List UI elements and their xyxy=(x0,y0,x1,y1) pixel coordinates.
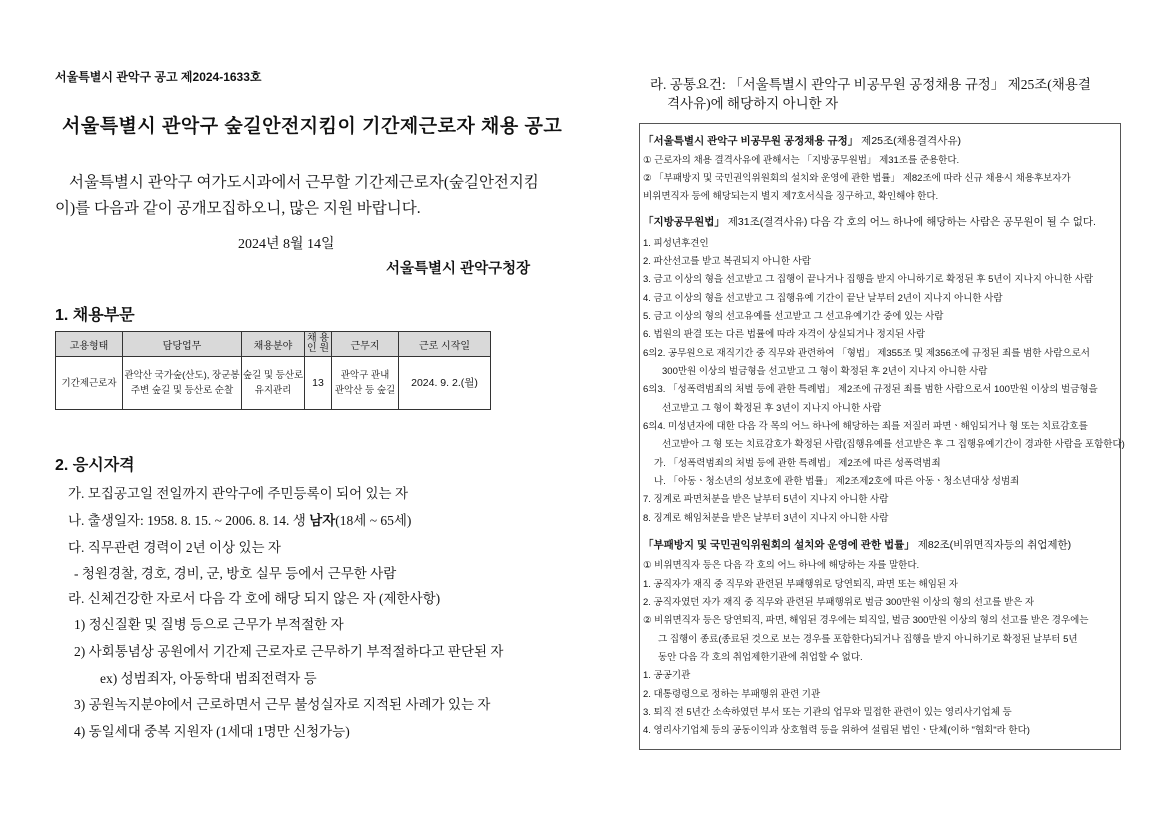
qual-item-ra: 라. 신체건강한 자로서 다음 각 호에 해당 되지 않은 자 (제한사항) xyxy=(68,591,441,606)
box-line: 그 집행이 종료(종료된 것으로 보는 경우를 포함한다)되거나 집행을 받지 아니하기로 확정된 날부터 5년 xyxy=(658,634,1078,645)
table-row xyxy=(56,357,491,410)
notice-number: 서울특별시 관악구 공고 제2024-1633호 xyxy=(55,70,262,84)
cell-place xyxy=(332,357,399,410)
box-line: 2. 파산선고를 받고 복권되지 아니한 사람 xyxy=(643,256,811,267)
common-requirement xyxy=(650,75,1091,113)
page-title: 서울특별시 관악구 숲길안전지킴이 기간제근로자 채용 공고 xyxy=(62,116,563,137)
notice-date: 2024년 8월 14일 xyxy=(238,237,335,252)
cell-place-line1: 관악구 관내 xyxy=(340,370,390,381)
box-heading-3 xyxy=(643,537,1071,552)
box-heading-3-article: 제82조(비위면직자등의 취업제한) xyxy=(917,539,1072,551)
box-line: 동안 다음 각 호의 취업제한기관에 취업할 수 없다. xyxy=(658,652,863,663)
qual-restriction-4: 4) 동일세대 중복 지원자 (1세대 1명만 신청가능) xyxy=(74,724,350,739)
qual-birth-range: 나. 출생일자: 1958. 8. 15. ~ 2006. 8. 14. 생 xyxy=(68,513,310,528)
table-header-row xyxy=(56,332,491,357)
box-line: 4. 금고 이상의 형을 선고받고 그 집행유예 기간이 끝난 날부터 2년이 지나지 아니한 사람 xyxy=(643,293,1003,304)
box-line: 3. 퇴직 전 5년간 소속하였던 부서 또는 기관의 업무와 밀접한 관련이 있는 영리사기업체 등 xyxy=(643,707,1012,718)
cell-type: 기간제근로자 xyxy=(56,357,123,410)
box-heading-2-law: 「지방공무원법」 xyxy=(643,216,725,228)
cell-field-line2: 유지관리 xyxy=(254,385,292,396)
box-line: 선고받아 그 형 또는 치료감호가 확정된 사람(집행유예를 선고받은 후 그 집행유예기간이 경과한 사람을 포함한다) xyxy=(662,439,1125,450)
cell-duty-line1: 관악산 국가숲(산도), 장군봉 xyxy=(124,370,240,381)
box-heading-1-article: 제25조(채용결격사유) xyxy=(861,135,961,147)
recruitment-table xyxy=(55,331,491,410)
box-heading-1 xyxy=(643,133,961,148)
header-duty: 담당업무 xyxy=(123,332,242,357)
qual-restriction-2-example: ex) 성범죄자, 아동학대 범죄전력자 등 xyxy=(100,671,317,686)
section1-title: 1. 채용부문 xyxy=(55,307,135,324)
box-line: ② 「부패방지 및 국민권익위원회의 설치와 운영에 관한 법률」 제82조에 따라 신규 채용시 채용후보자가 xyxy=(643,173,1071,184)
box-line: 6의4. 미성년자에 대한 다음 각 목의 어느 하나에 해당하는 죄를 저질러 파면ㆍ해임되거나 형 또는 치료감호를 xyxy=(643,421,1088,432)
box-line: 비위면직자 등에 해당되는지 별지 제7호서식을 징구하고, 확인해야 한다. xyxy=(643,191,939,202)
box-heading-3-law: 「부패방지 및 국민권익위원회의 설치와 운영에 관한 법률」 xyxy=(643,539,915,551)
box-line: 나. 「아동ㆍ청소년의 성보호에 관한 법률」 제2조제2호에 따른 아동ㆍ청소년대상 성범죄 xyxy=(654,476,1020,487)
box-line: 6의3. 「성폭력범죄의 처벌 등에 관한 특례법」 제2조에 규정된 죄를 범한 사람으로서 100만원 이상의 벌금형을 xyxy=(643,384,1098,395)
qual-age-range: (18세 ~ 65세) xyxy=(335,513,412,528)
qual-item-ga: 가. 모집공고일 전일까지 관악구에 주민등록이 되어 있는 자 xyxy=(68,486,408,501)
box-line: 2. 대통령령으로 정하는 부패행위 관련 기관 xyxy=(643,689,821,700)
box-line: 3. 금고 이상의 형을 선고받고 그 집행이 끝나거나 집행을 받지 아니하기로 확정된 후 5년이 지나지 아니한 사람 xyxy=(643,274,1094,285)
box-heading-1-law: 「서울특별시 관악구 비공무원 공정채용 규정」 xyxy=(643,135,859,147)
box-heading-2-article: 제31조(결격사유) 다음 각 호의 어느 하나에 해당하는 사람은 공무원이 될 수 없다. xyxy=(727,216,1096,228)
intro-paragraph: 서울특별시 관악구 여가도시과에서 근무할 기간제근로자(숲길안전지킴이)를 다음과 같이 공개모집하오니, 많은 지원 바랍니다. xyxy=(55,174,539,217)
box-line: 1. 공공기관 xyxy=(643,670,691,681)
header-start: 근로 시작일 xyxy=(399,332,491,357)
header-place: 근무지 xyxy=(332,332,399,357)
box-line: 6. 법원의 판결 또는 다른 법률에 따라 자격이 상실되거나 정지된 사람 xyxy=(643,329,926,340)
box-line: ② 비위면직자 등은 당연퇴직, 파면, 해임된 경우에는 퇴직일, 벌금 300만원 이상의 형의 선고를 받은 경우에는 xyxy=(643,615,1089,626)
box-heading-2 xyxy=(643,214,1096,229)
cell-place-line2: 관악산 등 숲길 xyxy=(334,385,396,396)
qual-restriction-1: 1) 정신질환 및 질병 등으로 근무가 부적절한 자 xyxy=(74,617,344,632)
box-line: 1. 피성년후견인 xyxy=(643,238,709,249)
box-line: 1. 공직자가 재직 중 직무와 관련된 부패행위로 당연퇴직, 파면 또는 해임된 자 xyxy=(643,579,958,590)
header-type: 고용형태 xyxy=(56,332,123,357)
qual-gender: 남자 xyxy=(309,513,336,528)
header-count: 채 용 인 원 xyxy=(305,332,332,357)
box-line: 5. 금고 이상의 형의 선고유예를 선고받고 그 선고유예기간 중에 있는 사람 xyxy=(643,311,944,322)
cell-start: 2024. 9. 2.(월) xyxy=(399,357,491,410)
common-requirement-line2: 격사유)에 해당하지 아니한 자 xyxy=(667,96,839,111)
box-line: 4. 영리사기업체 등의 공동이익과 상호협력 등을 위하여 설립된 법인ㆍ단체(이하 "협회"라 한다) xyxy=(643,725,1030,736)
section2-title: 2. 응시자격 xyxy=(55,457,135,474)
cell-field-line1: 숲길 및 등산로 xyxy=(242,370,304,381)
qual-restriction-3: 3) 공원녹지분야에서 근로하면서 근무 불성실자로 지적된 사례가 있는 자 xyxy=(74,697,491,712)
signer: 서울특별시 관악구청장 xyxy=(386,261,531,277)
cell-field xyxy=(242,357,305,410)
cell-count: 13 xyxy=(305,357,332,410)
cell-duty-line2: 주변 숲길 및 등산로 순찰 xyxy=(130,385,234,396)
box-line: 8. 징계로 해임처분을 받은 날부터 3년이 지나지 아니한 사람 xyxy=(643,513,889,524)
qual-item-da: 다. 직무관련 경력이 2년 이상 있는 자 xyxy=(68,540,281,555)
box-line: 300만원 이상의 벌금형을 선고받고 그 형이 확정된 후 2년이 지나지 아니한 사람 xyxy=(662,366,988,377)
common-requirement-line1: 라. 공통요건: 「서울특별시 관악구 비공무원 공정채용 규정」 제25조(채용결 xyxy=(650,77,1091,92)
box-line: 7. 징계로 파면처분을 받은 날부터 5년이 지나지 아니한 사람 xyxy=(643,494,889,505)
box-line: 선고받고 그 형이 확정된 후 3년이 지나지 아니한 사람 xyxy=(662,403,882,414)
cell-duty xyxy=(123,357,242,410)
box-line: 6의2. 공무원으로 재직기간 중 직무와 관련하여 「형법」 제355조 및 제356조에 규정된 죄를 범한 사람으로서 xyxy=(643,348,1090,359)
qual-restriction-2: 2) 사회통념상 공원에서 기간제 근로자로 근무하기 부적절하다고 판단된 자 xyxy=(74,644,504,659)
header-field: 채용분야 xyxy=(242,332,305,357)
box-line: 가. 「성폭력범죄의 처벌 등에 관한 특례법」 제2조에 따른 성폭력범죄 xyxy=(654,458,941,469)
box-line: 2. 공직자였던 자가 재직 중 직무와 관련된 부패행위로 벌금 300만원 이상의 형의 선고를 받은 자 xyxy=(643,597,1035,608)
qual-item-na xyxy=(68,509,411,529)
box-line: ① 근로자의 채용 결격사유에 관해서는 「지방공무원법」 제31조를 준용한다. xyxy=(643,155,960,166)
box-line: ① 비위면직자 등은 다음 각 호의 어느 하나에 해당하는 자를 말한다. xyxy=(643,560,920,571)
qual-item-da-detail: - 청원경찰, 경호, 경비, 군, 방호 실무 등에서 근무한 사람 xyxy=(74,566,397,581)
